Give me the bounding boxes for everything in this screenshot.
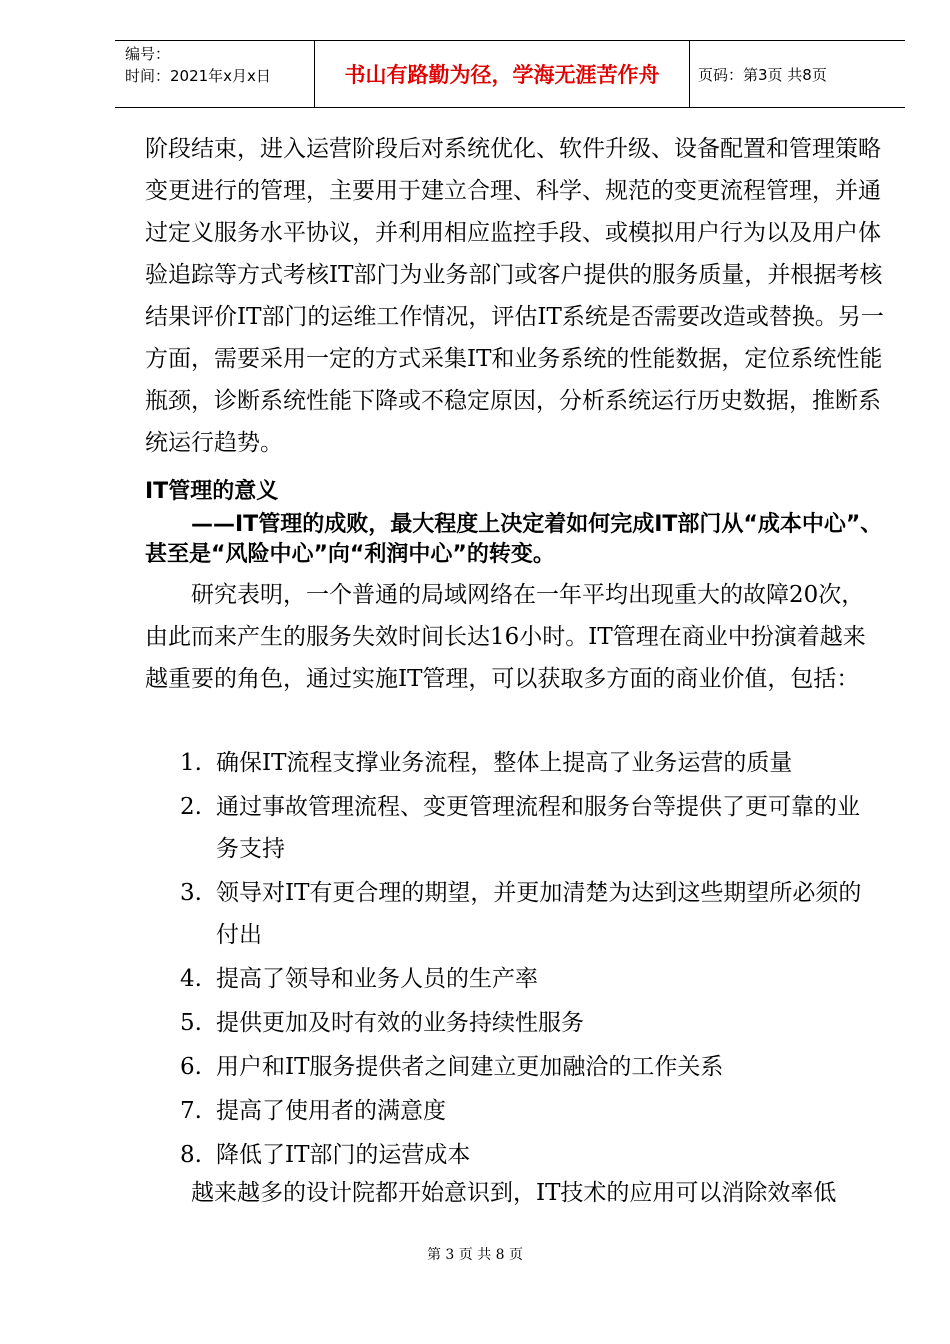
list-text: 提高了使用者的满意度 (216, 1098, 446, 1124)
list-number: 5. (180, 1010, 202, 1036)
list-text: 通过事故管理流程、变更管理流程和服务台等提供了更可靠的业务支持 (216, 794, 860, 862)
list-item (180, 1090, 880, 1132)
list-number: 2. (180, 794, 202, 820)
header-page-number: 页码：第3页 共8页 (698, 65, 827, 84)
list-number: 7. (180, 1098, 202, 1124)
paragraph-text: 研究表明，一个普通的局域网络在一年平均出现重大的故障20次，由此而来产生的服务失效时间长达16小时。IT管理在商业中扮演着越来越重要的角色，通过实施IT管理，可以获取多方面的商业价值，包括： (145, 582, 866, 692)
body-paragraph-3 (145, 1172, 885, 1214)
section-heading: IT管理的意义 (145, 479, 279, 504)
page-header (115, 40, 905, 108)
page-footer: 第 3 页 共 8 页 (426, 1247, 524, 1263)
paragraph-text: 越来越多的设计院都开始意识到，IT技术的应用可以消除效率低 (191, 1180, 837, 1206)
list-item (180, 786, 880, 870)
section-subtitle: ——IT管理的成败，最大程度上决定着如何完成IT部门从“成本中心”、甚至是“风险中心”向“利润中心”的转变。 (145, 512, 883, 567)
list-item (180, 958, 880, 1000)
list-text: 确保IT流程支撑业务流程，整体上提高了业务运营的质量 (216, 750, 793, 776)
body-paragraph-1 (145, 128, 885, 464)
list-number: 6. (180, 1054, 202, 1080)
list-text: 提高了领导和业务人员的生产率 (216, 966, 538, 992)
paragraph-text: 阶段结束，进入运营阶段后对系统优化、软件升级、设备配置和管理策略变更进行的管理，主要用于建立合理、科学、规范的变更流程管理，并通过定义服务水平协议，并利用相应监控手段、或模拟用户行为以及用户体验追踪等方式考核IT部门为业务部门或客户提供的服务质量，并根据考核结果评价IT部门的运维工作情况，评估IT系统是否需要改造或替换。另一方面，需要采用一定的方式采集IT和业务系统的性能数据，定位系统性能瓶颈，诊断系统性能下降或不稳定原因，分析系统运行历史数据，推断系统运行趋势。 (145, 136, 884, 456)
list-item (180, 742, 880, 784)
list-item (180, 1002, 880, 1044)
list-number: 3. (180, 880, 202, 906)
list-text: 降低了IT部门的运营成本 (216, 1142, 471, 1168)
list-item (180, 1134, 880, 1176)
benefits-list (180, 742, 880, 1178)
list-item (180, 1046, 880, 1088)
time-label: 时间：2021年x月x日 (125, 67, 271, 85)
list-text: 提供更加及时有效的业务持续性服务 (216, 1010, 584, 1036)
list-text: 领导对IT有更合理的期望，并更加清楚为达到这些期望所必须的付出 (216, 880, 862, 948)
header-motto: 书山有路勤为径，学海无涯苦作舟 (315, 41, 690, 107)
list-number: 1. (180, 750, 202, 776)
body-paragraph-2 (145, 574, 885, 700)
list-number: 4. (180, 966, 202, 992)
list-number: 8. (180, 1142, 202, 1168)
number-label: 编号： (125, 45, 171, 63)
list-text: 用户和IT服务提供者之间建立更加融洽的工作关系 (216, 1054, 724, 1080)
header-meta (115, 41, 315, 107)
list-item (180, 872, 880, 956)
